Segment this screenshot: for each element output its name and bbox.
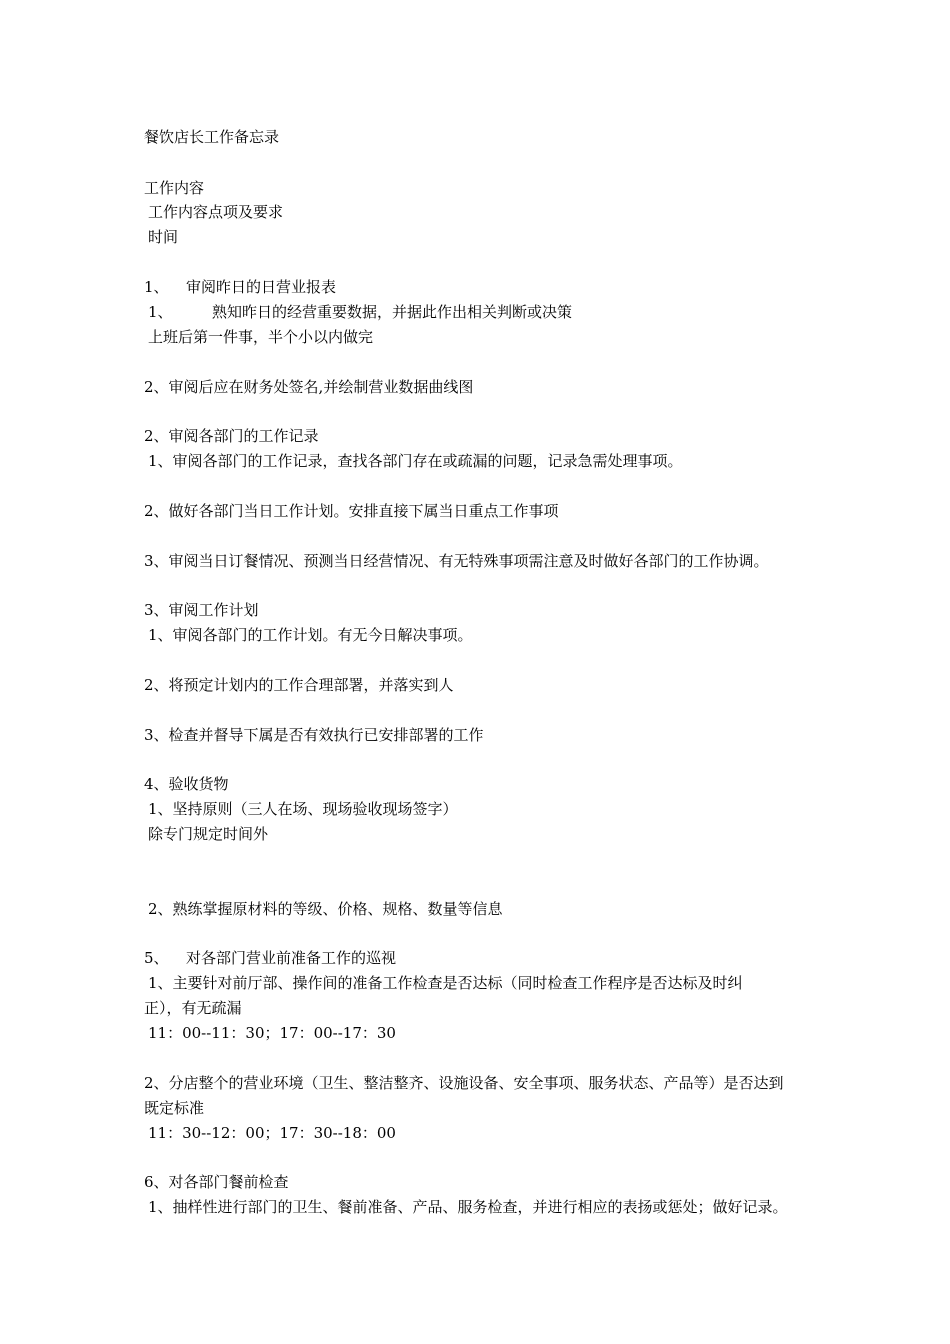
section-2-item-3: 3、审阅当日订餐情况、预测当日经营情况、有无特殊事项需注意及时做好各部门的工作协调。 bbox=[144, 552, 769, 570]
document-title: 餐饮店长工作备忘录 bbox=[144, 128, 280, 146]
section-1-item-2: 2、审阅后应在财务处签名,并绘制营业数据曲线图 bbox=[144, 378, 474, 396]
section-1-item-1 bbox=[148, 302, 572, 322]
section-1-time: 上班后第一件事，半个小以内做完 bbox=[148, 328, 374, 346]
section-4-item-1: 1、坚持原则（三人在场、现场验收现场签字） bbox=[148, 800, 458, 818]
section-2-title: 2、审阅各部门的工作记录 bbox=[144, 427, 319, 445]
section-2-item-1: 1、审阅各部门的工作记录，查找各部门存在或疏漏的问题，记录急需处理事项。 bbox=[148, 452, 683, 470]
header-work-requirements: 工作内容点项及要求 bbox=[148, 203, 284, 221]
section-5-item-1-line-2: 正），有无疏漏 bbox=[144, 999, 242, 1017]
section-6-title: 6、对各部门餐前检查 bbox=[144, 1173, 289, 1191]
section-3-item-3: 3、检查并督导下属是否有效执行已安排部署的工作 bbox=[144, 726, 484, 744]
section-5-item-2-line-2: 既定标准 bbox=[144, 1099, 205, 1117]
section-1-item-1-number: 1、 bbox=[148, 303, 173, 321]
section-4-title: 4、验收货物 bbox=[144, 775, 229, 793]
section-3-item-2: 2、将预定计划内的工作合理部署，并落实到人 bbox=[144, 676, 454, 694]
header-work-content: 工作内容 bbox=[144, 179, 205, 197]
header-time: 时间 bbox=[148, 228, 179, 246]
section-1-title-text: 审阅昨日的日营业报表 bbox=[186, 278, 337, 296]
section-5-title-text: 对各部门营业前准备工作的巡视 bbox=[186, 949, 397, 967]
section-5-time-2: 11：30--12：00；17：30--18：00 bbox=[148, 1124, 396, 1142]
section-1-item-1-text: 熟知昨日的经营重要数据，并据此作出相关判断或决策 bbox=[212, 303, 573, 321]
section-1-number: 1、 bbox=[144, 278, 169, 296]
section-3-title: 3、审阅工作计划 bbox=[144, 601, 259, 619]
section-5-time-1: 11：00--11：30；17：00--17：30 bbox=[148, 1024, 396, 1042]
section-1-title bbox=[144, 277, 336, 297]
section-2-item-2: 2、做好各部门当日工作计划。安排直接下属当日重点工作事项 bbox=[144, 502, 559, 520]
section-3-item-1: 1、审阅各部门的工作计划。有无今日解决事项。 bbox=[148, 626, 473, 644]
section-5-item-1-line-1: 1、主要针对前厅部、操作间的准备工作检查是否达标（同时检查工作程序是否达标及时纠 bbox=[148, 974, 743, 992]
section-4-time: 除专门规定时间外 bbox=[148, 825, 269, 843]
section-4-item-2: 2、熟练掌握原材料的等级、价格、规格、数量等信息 bbox=[148, 900, 503, 918]
section-5-number: 5、 bbox=[144, 949, 169, 967]
section-5-title bbox=[144, 948, 396, 968]
section-6-item-1: 1、抽样性进行部门的卫生、餐前准备、产品、服务检查，并进行相应的表扬或惩处；做好记录。 bbox=[148, 1198, 788, 1216]
section-5-item-2-line-1: 2、分店整个的营业环境（卫生、整洁整齐、设施设备、安全事项、服务状态、产品等）是否达到 bbox=[144, 1074, 784, 1092]
